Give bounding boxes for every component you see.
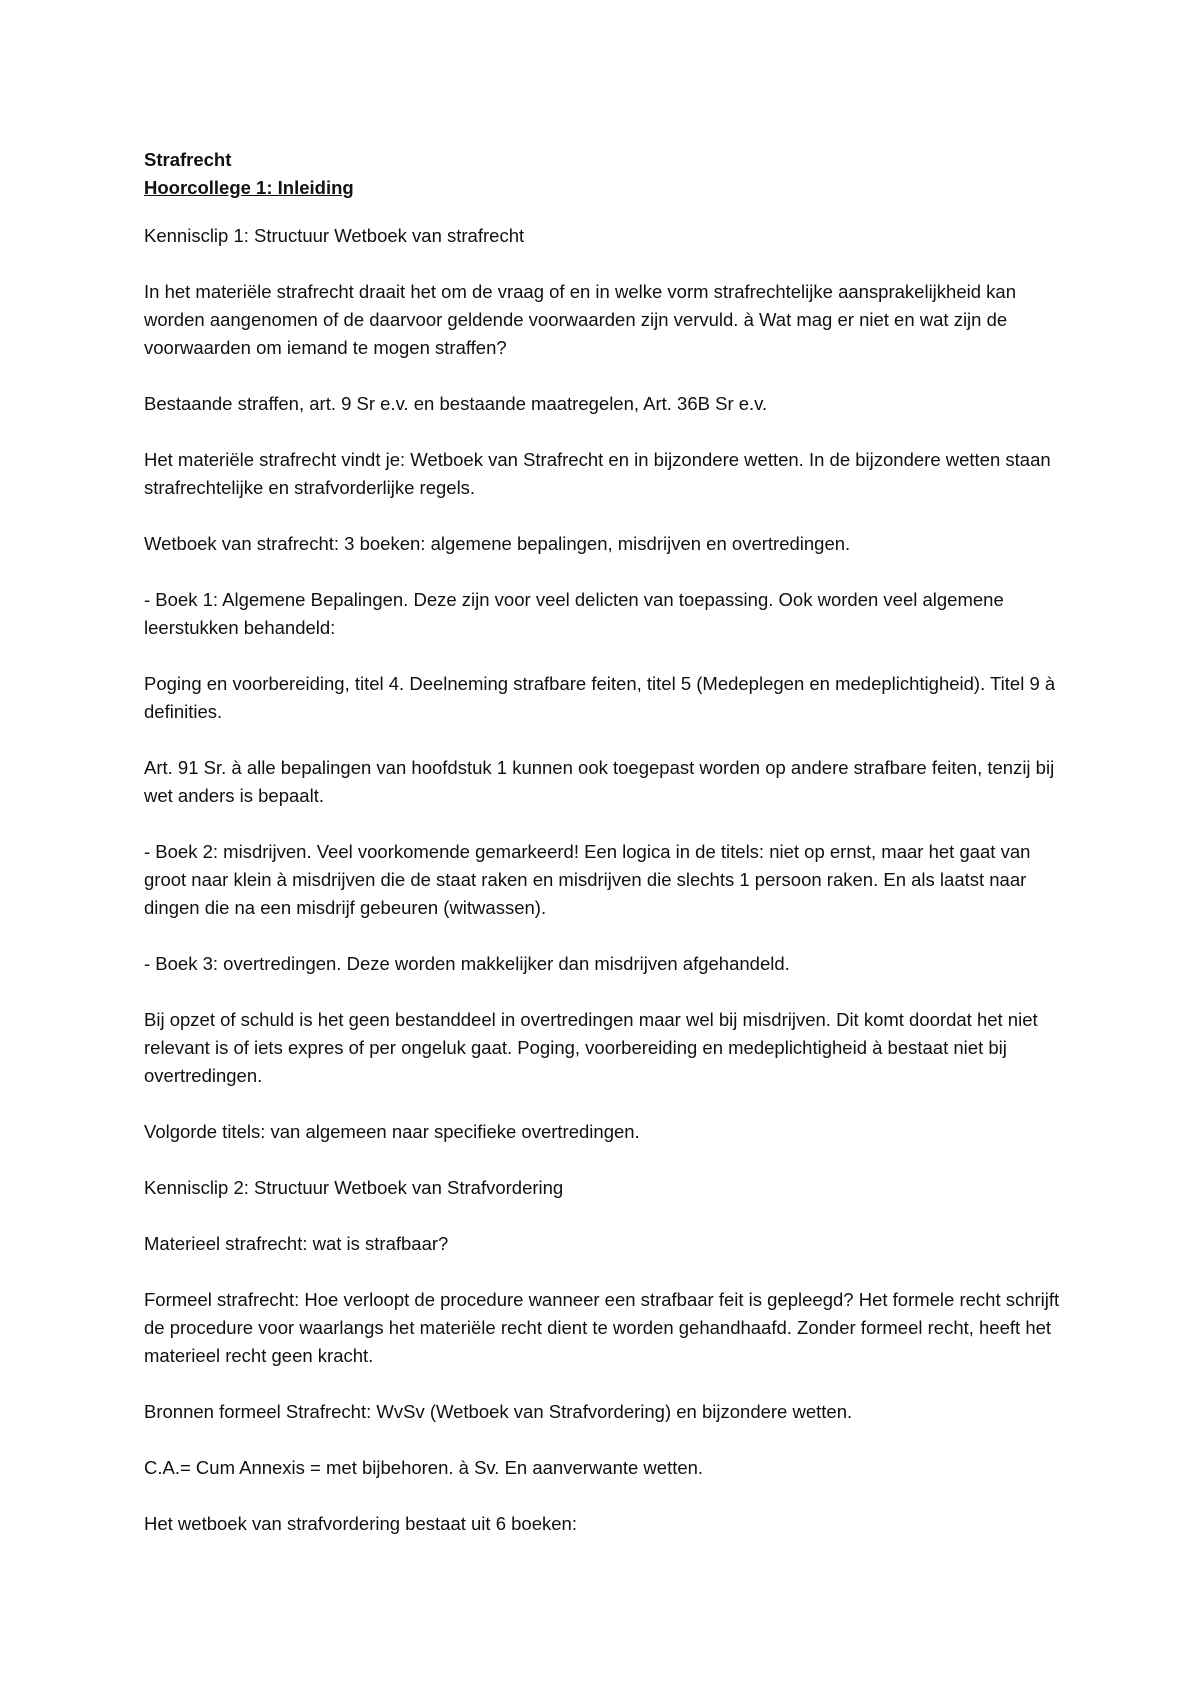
paragraph-volgorde-titels: Volgorde titels: van algemeen naar specifieke overtredingen.: [144, 1121, 640, 1142]
paragraph-kennisclip-1-heading: Kennisclip 1: Structuur Wetboek van strafrecht: [144, 225, 525, 246]
paragraph-boek-3: - Boek 3: overtredingen. Deze worden makkelijker dan misdrijven afgehandeld.: [144, 953, 790, 974]
paragraph-materieel-strafbaar: Materieel strafrecht: wat is strafbaar?: [144, 1233, 449, 1254]
document-title: Strafrecht: [144, 149, 232, 170]
paragraph-art-91: Art. 91 Sr. à alle bepalingen van hoofdstuk 1 kunnen ook toegepast worden op andere strafbare feiten, tenzij bij wet anders is bepaalt.: [144, 757, 1055, 806]
paragraph-materieel-strafrecht-intro: In het materiële strafrecht draait het om de vraag of en in welke vorm strafrechtelijke aansprakelijkheid kan worden aangenomen of de daarvoor geldende voorwaarden zijn vervuld. à Wat mag er niet en wat zijn de voorwaarden om iemand te mogen straffen?: [144, 281, 1016, 358]
paragraph-kennisclip-2-heading: Kennisclip 2: Structuur Wetboek van Strafvordering: [144, 1177, 564, 1198]
document-body: [144, 146, 1074, 1566]
paragraph-bronnen-formeel: Bronnen formeel Strafrecht: WvSv (Wetboek van Strafvordering) en bijzondere wetten.: [144, 1401, 853, 1422]
paragraph-formeel-strafrecht: Formeel strafrecht: Hoe verloopt de procedure wanneer een strafbaar feit is gepleegd? Het formele recht schrijft de procedure voor waarlangs het materiële recht dient te worden gehandhaafd. Zonder formeel recht, heeft het materieel recht geen kracht.: [144, 1289, 1060, 1366]
paragraph-opzet-schuld: Bij opzet of schuld is het geen bestanddeel in overtredingen maar wel bij misdrijven. Dit komt doordat het niet relevant is of iets expres of per ongeluk gaat. Poging, voorbereiding en medeplichtigheid à bestaat niet bij overtredingen.: [144, 1009, 1038, 1086]
paragraph-cum-annexis: C.A.= Cum Annexis = met bijbehoren. à Sv. En aanverwante wetten.: [144, 1457, 704, 1478]
paragraph-poging-voorbereiding: Poging en voorbereiding, titel 4. Deelneming strafbare feiten, titel 5 (Medeplegen en medeplichtigheid). Titel 9 à definities.: [144, 673, 1056, 722]
paragraph-boek-1: - Boek 1: Algemene Bepalingen. Deze zijn voor veel delicten van toepassing. Ook worden veel algemene leerstukken behandeld:: [144, 589, 1004, 638]
document-subtitle: Hoorcollege 1: Inleiding: [144, 177, 354, 198]
paragraph-zes-boeken: Het wetboek van strafvordering bestaat uit 6 boeken:: [144, 1513, 577, 1534]
paragraph-bestaande-straffen: Bestaande straffen, art. 9 Sr e.v. en bestaande maatregelen, Art. 36B Sr e.v.: [144, 393, 768, 414]
paragraph-drie-boeken: Wetboek van strafrecht: 3 boeken: algemene bepalingen, misdrijven en overtredingen.: [144, 533, 851, 554]
paragraph-boek-2: - Boek 2: misdrijven. Veel voorkomende gemarkeerd! Een logica in de titels: niet op ernst, maar het gaat van groot naar klein à misdrijven die de staat raken en misdrijven die slechts 1 persoon raken. En als laatst naar dingen die na een misdrijf gebeuren (witwassen).: [144, 841, 1031, 918]
paragraph-bronnen-materieel: Het materiële strafrecht vindt je: Wetboek van Strafrecht en in bijzondere wetten. In de bijzondere wetten staan strafrechtelijke en strafvorderlijke regels.: [144, 449, 1051, 498]
